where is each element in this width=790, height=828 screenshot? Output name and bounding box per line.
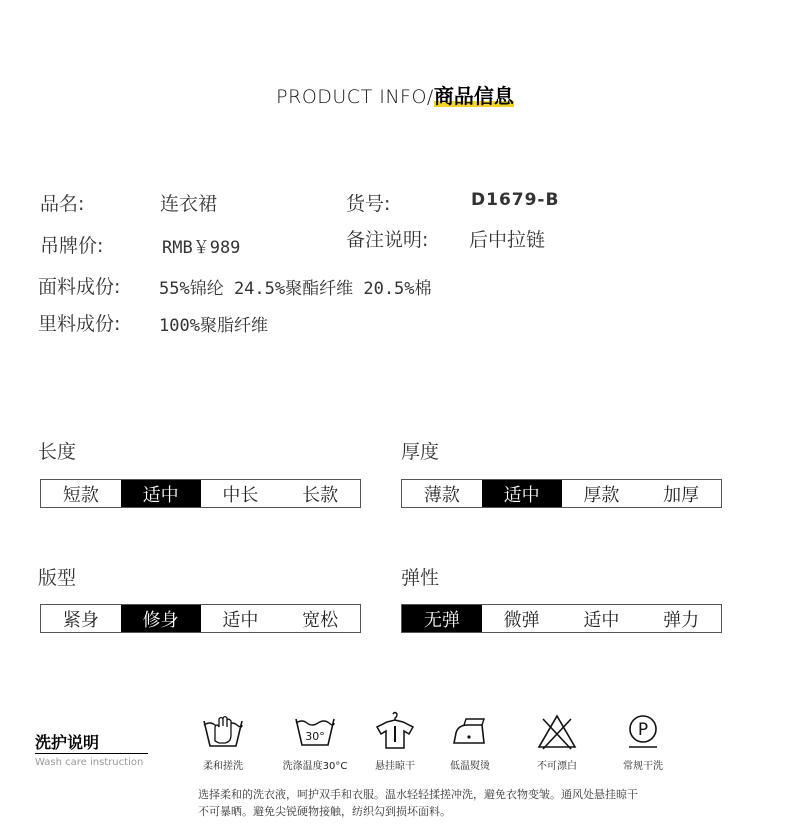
low-iron-icon — [448, 713, 492, 751]
note-label: 备注说明: — [346, 229, 429, 251]
care-note-line2: 不可暴晒。避免尖锐硬物接触，纺织勾到损坏面料。 — [198, 805, 451, 818]
fit-option: 紧身 — [62, 609, 99, 631]
wash-30-icon — [293, 713, 337, 751]
care-item-low-iron — [435, 713, 505, 772]
care-subtitle: Wash care instruction — [35, 757, 144, 768]
page-title — [0, 80, 790, 109]
care-item-hang-dry — [360, 710, 430, 772]
title-chinese — [434, 80, 514, 109]
thickness-option: 加厚 — [663, 484, 700, 506]
length-options — [40, 479, 361, 508]
thickness-option: 薄款 — [423, 484, 460, 506]
care-title: 洗护说明 — [35, 733, 100, 752]
care-label: 洗涤温度30°C — [282, 761, 348, 772]
thickness-option-selected: 适中 — [482, 480, 562, 507]
note-value: 后中拉链 — [469, 229, 546, 251]
thickness-title: 厚度 — [401, 441, 440, 463]
care-item-no-bleach — [522, 713, 592, 772]
name-value: 连衣裙 — [160, 193, 218, 215]
fabric-value: 55%锦纶 24.5%聚酯纤维 20.5%棉 — [159, 279, 432, 299]
length-option: 中长 — [222, 484, 259, 506]
hang-dry-icon — [373, 710, 417, 751]
care-item-hand-wash — [188, 713, 258, 772]
price-value: RMB￥989 — [162, 238, 241, 258]
fit-title: 版型 — [38, 567, 77, 589]
care-label: 不可漂白 — [537, 761, 577, 772]
care-item-dry-clean — [608, 713, 678, 772]
title-english: PRODUCT INFO/ — [276, 86, 434, 108]
dry-clean-letter: P — [637, 720, 649, 740]
care-label: 常规干洗 — [623, 761, 663, 772]
fit-option-selected: 修身 — [121, 605, 201, 632]
wash-temp-text: 30° — [305, 730, 325, 743]
dry-clean-icon — [621, 713, 665, 751]
title-chinese-text: 商品信息 — [433, 84, 514, 108]
length-option: 短款 — [62, 484, 99, 506]
hand-wash-icon — [201, 713, 245, 751]
name-label: 品名: — [40, 193, 85, 215]
care-label: 柔和搓洗 — [203, 761, 243, 772]
elasticity-title: 弹性 — [401, 567, 440, 589]
lining-value: 100%聚脂纤维 — [159, 316, 268, 336]
length-option: 长款 — [302, 484, 339, 506]
care-label: 低温熨烫 — [450, 761, 490, 772]
care-note-line1: 选择柔和的洗衣液，呵护双手和衣服。温水轻轻揉搓冲洗，避免衣物变皱。通风处悬挂晾干 — [198, 788, 638, 801]
fit-option: 宽松 — [302, 609, 339, 631]
price-label: 吊牌价: — [40, 235, 104, 257]
care-label: 悬挂晾干 — [375, 761, 415, 772]
fabric-label: 面料成份: — [38, 276, 121, 298]
length-title: 长度 — [38, 441, 77, 463]
code-label: 货号: — [346, 193, 391, 215]
elasticity-option: 微弹 — [503, 609, 540, 631]
elasticity-option-selected: 无弹 — [402, 605, 482, 632]
care-item-wash-30 — [280, 713, 350, 772]
elasticity-option: 适中 — [583, 609, 620, 631]
fit-option: 适中 — [222, 609, 259, 631]
thickness-option: 厚款 — [583, 484, 620, 506]
care-divider — [35, 753, 148, 754]
lining-label: 里料成份: — [38, 313, 121, 335]
fit-options — [40, 604, 361, 633]
no-bleach-icon — [535, 713, 579, 751]
elasticity-option: 弹力 — [663, 609, 700, 631]
elasticity-options — [401, 604, 722, 633]
thickness-options — [401, 479, 722, 508]
code-value: D1679-B — [471, 190, 560, 210]
length-option-selected: 适中 — [121, 480, 201, 507]
